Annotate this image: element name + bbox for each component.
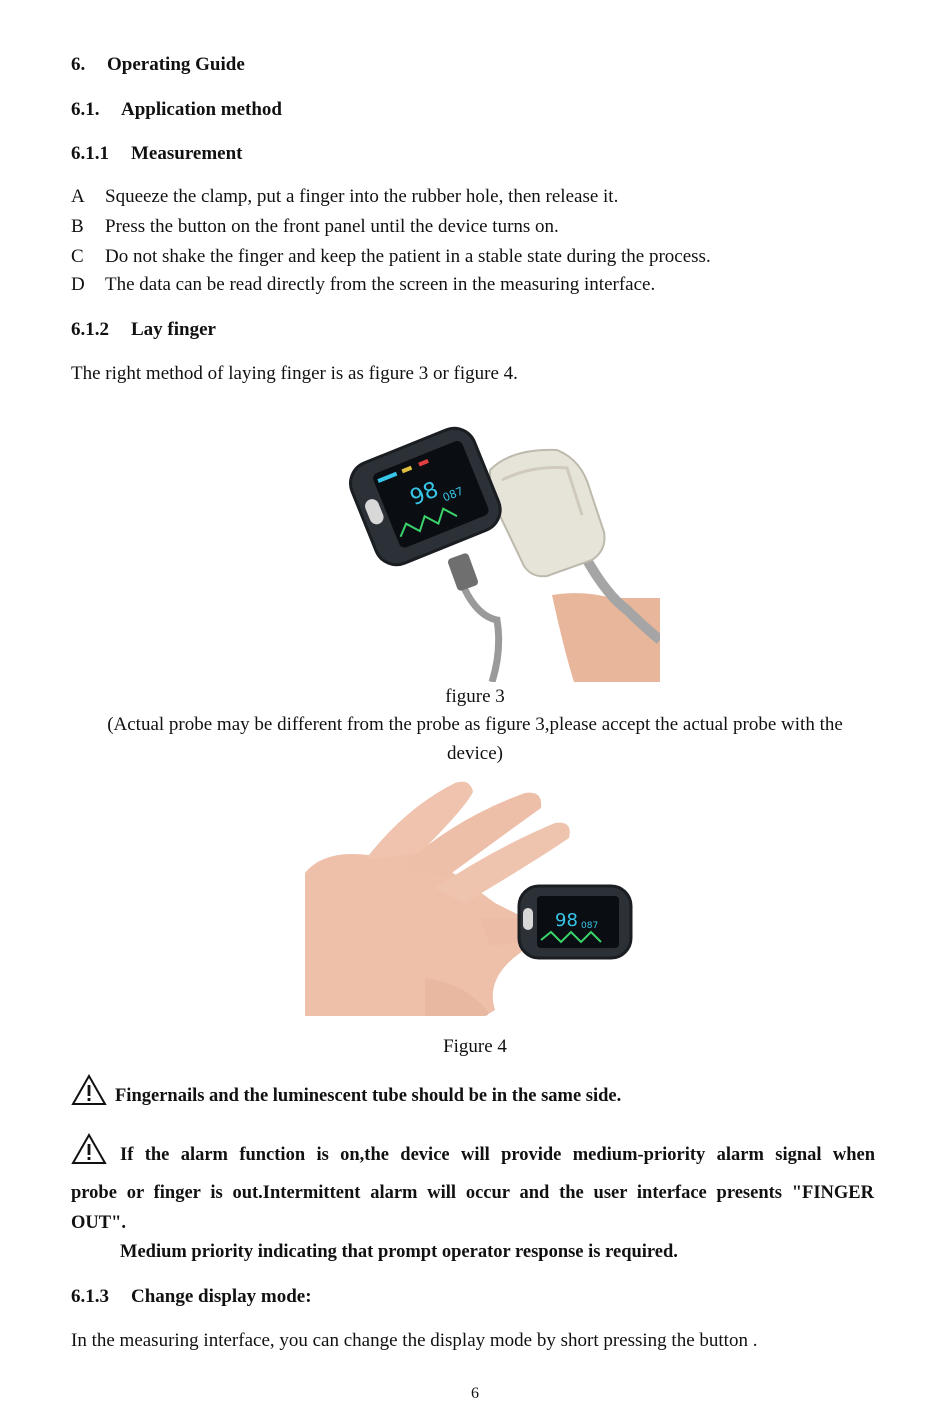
section-title: Lay finger (131, 319, 216, 340)
device-screen-value: 98 (555, 910, 578, 931)
list-text: Squeeze the clamp, put a finger into the rubber hole, then release it. (105, 186, 619, 207)
figure-3-note-line2: device) (447, 743, 503, 764)
figure-3-caption: figure 3 (445, 686, 505, 707)
section-title: Application method (121, 99, 282, 120)
warning-text-2-line4: Medium priority indicating that prompt operator response is required. (120, 1242, 678, 1262)
list-letter: B (71, 216, 84, 237)
list-item (71, 246, 711, 268)
section-number: 6.1.2 (71, 319, 109, 340)
list-item (71, 216, 559, 238)
warning-icon (71, 1074, 107, 1111)
lay-finger-text: The right method of laying finger is as figure 3 or figure 4. (71, 363, 518, 384)
warning-text-2-line1: If the alarm function is on,the device will provide medium-priority alarm signal when (120, 1145, 875, 1165)
section-number: 6.1. (71, 99, 100, 120)
list-text: The data can be read directly from the screen in the measuring interface. (105, 274, 656, 295)
warning-icon (71, 1133, 107, 1170)
section-6-1-1-heading (71, 143, 243, 165)
section-6-heading (71, 54, 245, 76)
device-screen-small-value: 087 (581, 921, 599, 931)
list-letter: D (71, 274, 85, 295)
section-6-1-2-heading (71, 319, 216, 341)
device-screen-value: 98 (406, 477, 443, 512)
section-title: Operating Guide (107, 54, 245, 75)
section-6-1-heading (71, 99, 282, 121)
section-title: Change display mode: (131, 1286, 312, 1307)
list-item (71, 274, 655, 296)
section-number: 6.1.1 (71, 143, 109, 164)
display-mode-text: In the measuring interface, you can change the display mode by short pressing the button . (71, 1330, 758, 1351)
list-letter: A (71, 186, 85, 207)
warning-text-1: Fingernails and the luminescent tube should be in the same side. (115, 1086, 622, 1106)
warning-text-2-line3: OUT". (71, 1213, 126, 1233)
warning-text-2-line2: probe or finger is out.Intermittent alarm will occur and the user interface presents "FINGER (71, 1183, 874, 1203)
list-text: Press the button on the front panel until the device turns on. (105, 216, 559, 237)
figure-4-caption: Figure 4 (443, 1036, 507, 1057)
figure-4-image (305, 778, 635, 1016)
list-item (71, 186, 618, 208)
device-screen-small-value: 087 (440, 484, 466, 505)
list-letter: C (71, 246, 84, 267)
page-number: 6 (471, 1385, 479, 1402)
section-6-1-3-heading (71, 1286, 312, 1308)
section-number: 6. (71, 54, 86, 75)
figure-3-image (342, 420, 660, 682)
section-title: Measurement (131, 143, 243, 164)
figure-3-note-line1: (Actual probe may be different from the probe as figure 3,please accept the actual probe with the (107, 714, 843, 735)
list-text: Do not shake the finger and keep the patient in a stable state during the process. (105, 246, 711, 267)
section-number: 6.1.3 (71, 1286, 109, 1307)
